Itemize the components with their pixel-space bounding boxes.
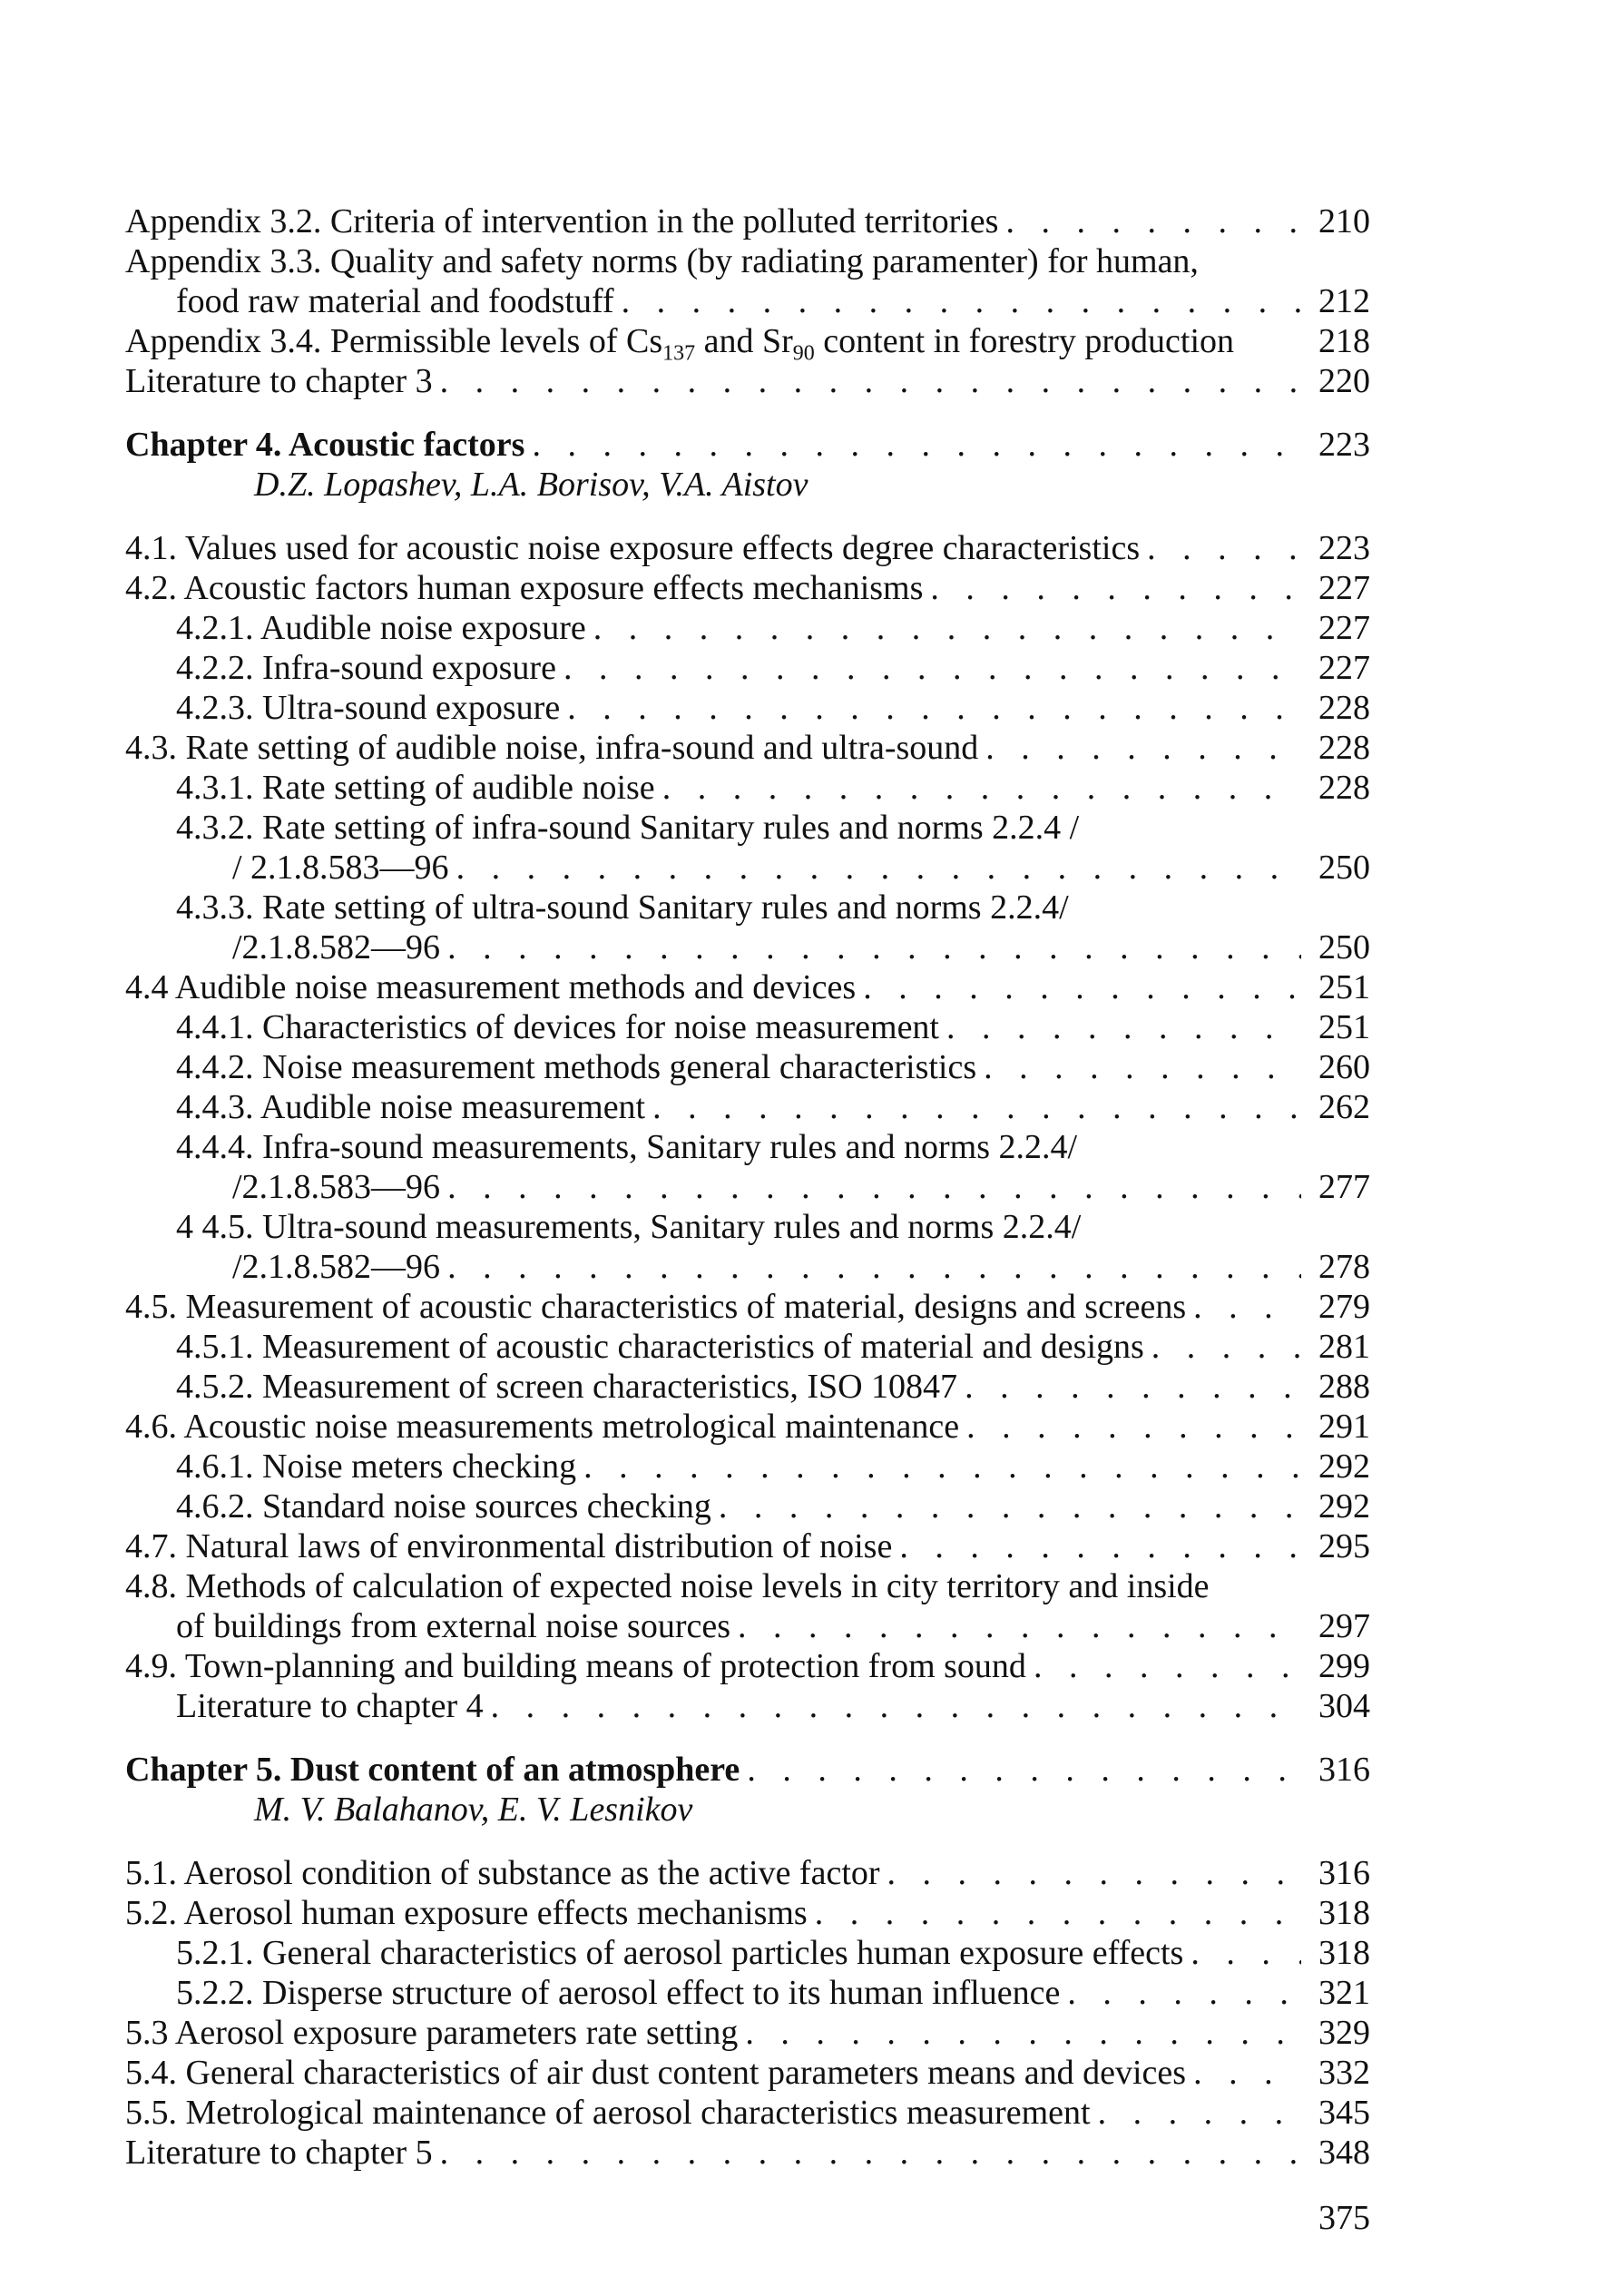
leader-dots	[1098, 2093, 1301, 2133]
toc-page-number: 227	[1318, 609, 1370, 647]
toc-entry	[125, 967, 1370, 1007]
leader-dots	[1067, 1973, 1301, 2013]
toc-entry-text: 4.4.4. Infra-sound measurements, Sanitary rules and norms 2.2.4/	[176, 1128, 1078, 1166]
toc-entry	[125, 1407, 1370, 1447]
leader-dots	[447, 1167, 1301, 1207]
toc-page-number: 220	[1318, 362, 1370, 400]
leader-dots	[1005, 201, 1301, 241]
toc-entry	[125, 1287, 1370, 1327]
toc-entry-text: Appendix 3.3. Quality and safety norms (by radiating paramenter) for human,	[125, 242, 1199, 280]
toc-entry	[125, 808, 1370, 848]
toc-page-number: 321	[1318, 1974, 1370, 2012]
leader-dots	[622, 281, 1301, 321]
leader-dots	[593, 608, 1301, 648]
toc-entry-text: 4.4.2. Noise measurement methods general characteristics	[176, 1048, 977, 1086]
toc-entry	[125, 1447, 1370, 1487]
toc-page-number: 277	[1318, 1168, 1370, 1206]
toc-entry-text: 5.3 Aerosol exposure parameters rate setting	[125, 2014, 739, 2052]
toc-page-number: 291	[1318, 1408, 1370, 1446]
chapter-5-entries	[125, 1853, 1370, 2173]
toc-entry-text: 4.6.2. Standard noise sources checking	[176, 1487, 711, 1526]
leader-dots	[567, 688, 1301, 728]
chapter-title: Chapter 4. Acoustic factors	[125, 426, 525, 464]
leader-dots	[946, 1007, 1301, 1047]
toc-page-number: 304	[1318, 1687, 1370, 1725]
toc-page-number: 251	[1318, 968, 1370, 1006]
toc-page-number: 212	[1318, 282, 1370, 320]
toc-entry-text: /2.1.8.582—96	[232, 928, 441, 966]
toc-entry-text: Appendix 3.4. Permissible levels of $Cs_{137}$ and $Sr_{90}$ content in forestry production	[125, 322, 1234, 366]
toc-page-number: 316	[1318, 1854, 1370, 1892]
toc-entry-text: of buildings from external noise sources	[176, 1607, 731, 1645]
toc-entry-text: 5.5. Metrological maintenance of aerosol characteristics measurement	[125, 2094, 1091, 2132]
leader-dots	[863, 967, 1301, 1007]
toc-entry	[125, 281, 1370, 321]
toc-entry	[125, 1686, 1370, 1726]
toc-page-number: 316	[1318, 1751, 1370, 1789]
leader-dots	[447, 927, 1301, 967]
toc-entry-text: 4.3.2. Rate setting of infra-sound Sanitary rules and norms 2.2.4 /	[176, 809, 1080, 847]
toc-page-number: 318	[1318, 1894, 1370, 1932]
toc-entry	[125, 241, 1370, 281]
toc-page-number: 345	[1318, 2094, 1370, 2132]
toc-entry-text: 4.6. Acoustic noise measurements metrological maintenance	[125, 1408, 960, 1446]
toc-entry-text: 4.5. Measurement of acoustic characteristics of material, designs and screens	[125, 1288, 1187, 1326]
leader-dots	[1147, 528, 1301, 568]
toc-page-number: 251	[1318, 1008, 1370, 1046]
toc-page-number: 348	[1318, 2134, 1370, 2172]
toc-entry-text: 4.6.1. Noise meters checking	[176, 1447, 577, 1486]
leader-dots	[583, 1447, 1301, 1487]
toc-entry-text: 4.7. Natural laws of environmental distribution of noise	[125, 1527, 893, 1565]
toc-entry	[125, 688, 1370, 728]
toc-entry-text: 5.1. Aerosol condition of substance as the active factor	[125, 1854, 880, 1892]
toc-entry	[125, 1933, 1370, 1973]
toc-entry	[125, 1367, 1370, 1407]
chapter-5-heading	[125, 1750, 1370, 1790]
chapter-4-authors: D.Z. Lopashev, L.A. Borisov, V.A. Aistov	[254, 466, 808, 504]
toc-entry-text: 4.3.3. Rate setting of ultra-sound Sanitary rules and norms 2.2.4/	[176, 888, 1069, 927]
toc-entry-text: 4.5.1. Measurement of acoustic characteristics of material and designs	[176, 1328, 1144, 1366]
toc-entry	[125, 648, 1370, 688]
toc-entry-text: 5.2. Aerosol human exposure effects mechanisms	[125, 1894, 808, 1932]
page-folio: 375	[1318, 2199, 1370, 2237]
leader-dots	[1193, 2053, 1301, 2093]
toc-entry	[125, 1127, 1370, 1167]
leader-dots	[887, 1853, 1301, 1893]
toc-entry-text: Appendix 3.2. Criteria of intervention in the polluted territories	[125, 202, 999, 240]
toc-entry-text: 4.2. Acoustic factors human exposure effects mechanisms	[125, 569, 924, 607]
toc-entry	[125, 728, 1370, 768]
toc-page-number: 292	[1318, 1447, 1370, 1486]
leader-dots	[440, 361, 1301, 401]
leader-dots	[532, 425, 1301, 465]
toc-entry	[125, 2053, 1370, 2093]
toc-entry-text: 4.2.1. Audible noise exposure	[176, 609, 586, 647]
toc-entry-text: Literature to chapter 3	[125, 362, 433, 400]
leader-dots	[738, 1606, 1301, 1646]
toc-entry	[125, 1087, 1370, 1127]
toc-entry	[125, 768, 1370, 808]
leader-dots	[966, 1407, 1301, 1447]
toc-page-number: 292	[1318, 1487, 1370, 1526]
toc-entry-text: Literature to chapter 5	[125, 2134, 433, 2172]
leader-dots	[985, 728, 1301, 768]
toc-entry	[125, 1487, 1370, 1526]
toc-entry-text: 4 4.5. Ultra-sound measurements, Sanitary rules and norms 2.2.4/	[176, 1208, 1082, 1246]
toc-entry	[125, 1207, 1370, 1247]
toc-entry-text: /2.1.8.582—96	[232, 1248, 441, 1286]
leader-dots	[1151, 1327, 1301, 1367]
toc-entry-literature-3	[125, 361, 1370, 401]
toc-entry	[125, 1646, 1370, 1686]
toc-entry	[125, 1247, 1370, 1287]
chapter-4-heading	[125, 425, 1370, 465]
toc-entry	[125, 1007, 1370, 1047]
toc-entry	[125, 1606, 1370, 1646]
leader-dots	[662, 768, 1301, 808]
toc-entry-text: 4.5.2. Measurement of screen characteristics, ISO 10847	[176, 1368, 958, 1406]
toc-entry-text: 4.3. Rate setting of audible noise, infra-sound and ultra-sound	[125, 729, 979, 767]
leader-dots	[747, 1750, 1301, 1790]
table-of-contents	[125, 201, 1370, 2173]
toc-page-number: 218	[1318, 322, 1370, 360]
toc-page-number: 329	[1318, 2014, 1370, 2052]
toc-page-number: 223	[1318, 529, 1370, 567]
toc-page-number: 227	[1318, 569, 1370, 607]
toc-entry	[125, 1526, 1370, 1566]
toc-page-number: 278	[1318, 1248, 1370, 1286]
leader-dots	[1193, 1287, 1301, 1327]
leader-dots	[456, 848, 1301, 888]
toc-entry-text: 5.2.1. General characteristics of aerosol particles human exposure effects	[176, 1934, 1184, 1972]
leader-dots	[1191, 1933, 1301, 1973]
toc-entry	[125, 1973, 1370, 2013]
toc-entry-text: 4.2.2. Infra-sound exposure	[176, 649, 556, 687]
toc-entry	[125, 1047, 1370, 1087]
toc-page-number: 295	[1318, 1527, 1370, 1565]
toc-entry	[125, 1853, 1370, 1893]
toc-page-number: 288	[1318, 1368, 1370, 1406]
toc-entry	[125, 528, 1370, 568]
toc-entry-text: 4.2.3. Ultra-sound exposure	[176, 689, 561, 727]
toc-entry-text: / 2.1.8.583—96	[232, 849, 449, 887]
toc-entry-text: food raw material and foodstuff	[176, 282, 614, 320]
toc-page-number: 262	[1318, 1088, 1370, 1126]
toc-entry-text: Literature to chapter 4	[176, 1687, 484, 1725]
toc-entry	[125, 1566, 1370, 1606]
toc-entry	[125, 888, 1370, 927]
toc-page-number: 279	[1318, 1288, 1370, 1326]
toc-page-number: 228	[1318, 729, 1370, 767]
leader-dots	[930, 568, 1301, 608]
leader-dots	[440, 2133, 1301, 2173]
leader-dots	[745, 2013, 1301, 2053]
leader-dots	[965, 1367, 1301, 1407]
toc-page-number: 227	[1318, 649, 1370, 687]
toc-entry	[125, 608, 1370, 648]
leader-dots	[563, 648, 1301, 688]
toc-page-number: 210	[1318, 202, 1370, 240]
toc-entry	[125, 1893, 1370, 1933]
toc-page-number: 299	[1318, 1647, 1370, 1685]
toc-page-number: 318	[1318, 1934, 1370, 1972]
chapter-title: Chapter 5. Dust content of an atmosphere	[125, 1751, 740, 1789]
leader-dots	[491, 1686, 1301, 1726]
leader-dots	[719, 1487, 1301, 1526]
toc-entry	[125, 201, 1370, 241]
toc-page-number: 223	[1318, 426, 1370, 464]
leader-dots	[1034, 1646, 1301, 1686]
toc-entry-text: 4.4 Audible noise measurement methods and devices	[125, 968, 857, 1006]
leader-dots	[652, 1087, 1301, 1127]
toc-entry-text: 5.4. General characteristics of air dust content parameters means and devices	[125, 2054, 1187, 2092]
toc-entry	[125, 848, 1370, 888]
toc-entry-appendix-3-4	[125, 321, 1370, 366]
chapter-4-entries	[125, 528, 1370, 1726]
toc-page-number: 297	[1318, 1607, 1370, 1645]
toc-page-number: 281	[1318, 1328, 1370, 1366]
toc-entry	[125, 1327, 1370, 1367]
toc-entry-text: /2.1.8.583—96	[232, 1168, 441, 1206]
toc-entry	[125, 927, 1370, 967]
toc-entry	[125, 1167, 1370, 1207]
toc-page-number: 332	[1318, 2054, 1370, 2092]
toc-entry-text: 4.1. Values used for acoustic noise exposure effects degree characteristics	[125, 529, 1141, 567]
leader-dots	[899, 1526, 1301, 1566]
toc-entry	[125, 2093, 1370, 2133]
chapter-5-authors: M. V. Balahanov, E. V. Lesnikov	[254, 1791, 693, 1829]
toc-page-number: 228	[1318, 689, 1370, 727]
toc-entry	[125, 2013, 1370, 2053]
appendix-entries	[125, 201, 1370, 321]
toc-entry-text: 5.2.2. Disperse structure of aerosol effect to its human influence	[176, 1974, 1061, 2012]
toc-entry	[125, 2133, 1370, 2173]
leader-dots	[447, 1247, 1301, 1287]
toc-page-number: 250	[1318, 849, 1370, 887]
toc-entry-text: 4.4.3. Audible noise measurement	[176, 1088, 646, 1126]
toc-entry-text: 4.9. Town-planning and building means of protection from sound	[125, 1647, 1026, 1685]
toc-page-number: 228	[1318, 769, 1370, 807]
toc-entry	[125, 568, 1370, 608]
toc-page-number: 250	[1318, 928, 1370, 966]
toc-entry-text: 4.4.1. Characteristics of devices for noise measurement	[176, 1008, 939, 1046]
toc-entry-text: 4.3.1. Rate setting of audible noise	[176, 769, 655, 807]
leader-dots	[815, 1893, 1301, 1933]
leader-dots	[984, 1047, 1301, 1087]
toc-entry-text: 4.8. Methods of calculation of expected noise levels in city territory and inside	[125, 1567, 1210, 1605]
toc-page-number: 260	[1318, 1048, 1370, 1086]
